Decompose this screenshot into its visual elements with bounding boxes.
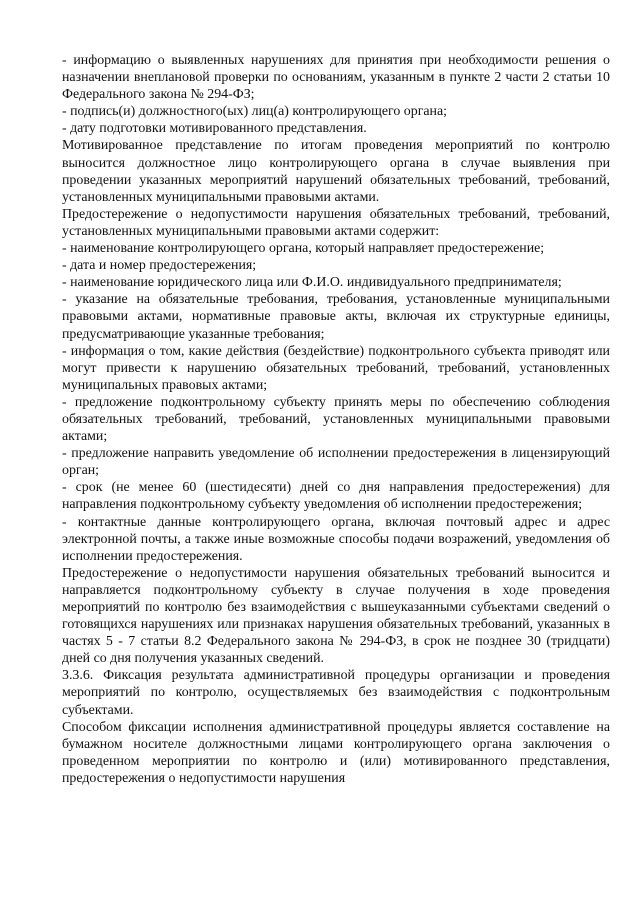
paragraph-fixation-method: Способом фиксации исполнения административной процедуры является составление на бумажном носителе должностными лицами контролирующего органа заключения о проведенном мероприятии по контролю и (или) мотивированного представления, предостережения о недопустимости нарушения (62, 719, 610, 786)
document-page (62, 52, 610, 787)
list-item-entity-name: - наименование юридического лица или Ф.И.О. индивидуального предпринимателя; (62, 275, 562, 291)
list-item-requirements: - указание на обязательные требования, требования, установленные муниципальными правовыми актами, нормативные правовые акты, включая их структурные единицы, предусматривающие указанные требования; (62, 292, 610, 342)
list-item-violation-info: - информацию о выявленных нарушениях для принятия при необходимости решения о назначении внеплановой проверки по основаниям, указанным в пункте 2 части 2 статьи 10 Федерального закона № 294-ФЗ; (62, 53, 610, 103)
list-item-contact-data: - контактные данные контролирующего органа, включая почтовый адрес и адрес электронной почты, а также иные возможные способы подачи возражений, уведомления об исполнении предостережения. (62, 514, 610, 564)
list-item-warning-date-number: - дата и номер предостережения; (62, 258, 257, 274)
list-item-authority-name: - наименование контролирующего органа, который направляет предостережение; (62, 241, 545, 257)
list-item-preparation-date: - дату подготовки мотивированного представления. (62, 121, 367, 137)
list-item-proposal-measures: - предложение подконтрольному субъекту принять меры по обеспечению соблюдения обязательных требований, требований, установленных муниципальными правовыми актами; (62, 394, 610, 445)
paragraph-warning-issuance: Предостережение о недопустимости нарушения обязательных требований выносится и направляется подконтрольному субъекту в случае получения в ходе проведения мероприятий по контролю без взаимодействия с вышеуказанными субъектами сведений о готовящихся нарушениях или признаках нарушения обязательных требований, указанных в частях 5 - 7 статьи 8.2 Федерального закона № 294-ФЗ, в срок не позднее 30 (тридцати) дней со дня получения указанных сведений. (62, 565, 610, 667)
paragraph-motivated-representation: Мотивированное представление по итогам проведения мероприятий по контролю выносится должностное лицо контролирующего органа в случае выявления при проведении указанных мероприятий нарушений обязательных требований, требований, установленных муниципальными правовыми актами. (62, 138, 610, 205)
list-item-proposal-notification: - предложение направить уведомление об исполнении предостережения в лицензирующий орган; (62, 446, 610, 479)
list-item-deadline: - срок (не менее 60 (шестидесяти) дней со дня направления предостережения) для направления подконтрольному субъекту уведомления об исполнении предостережения; (62, 480, 610, 513)
list-item-actions-info: - информация о том, какие действия (бездействие) подконтрольного субъекта приводят или могут привести к нарушению обязательных требований, требований, установленных муниципальных правовых актами; (62, 343, 610, 393)
paragraph-warning-contents: Предостережение о недопустимости нарушения обязательных требований, требований, установленных муниципальными правовыми актами содержит: (62, 206, 610, 239)
section-heading-3-3-6: 3.3.6. Фиксация результата административной процедуры организации и проведения мероприятий по контролю, осуществляемых без взаимодействия с подконтрольным субъектами. (62, 668, 610, 718)
list-item-signature: - подпись(и) должностного(ых) лиц(а) контролирующего органа; (62, 104, 448, 120)
